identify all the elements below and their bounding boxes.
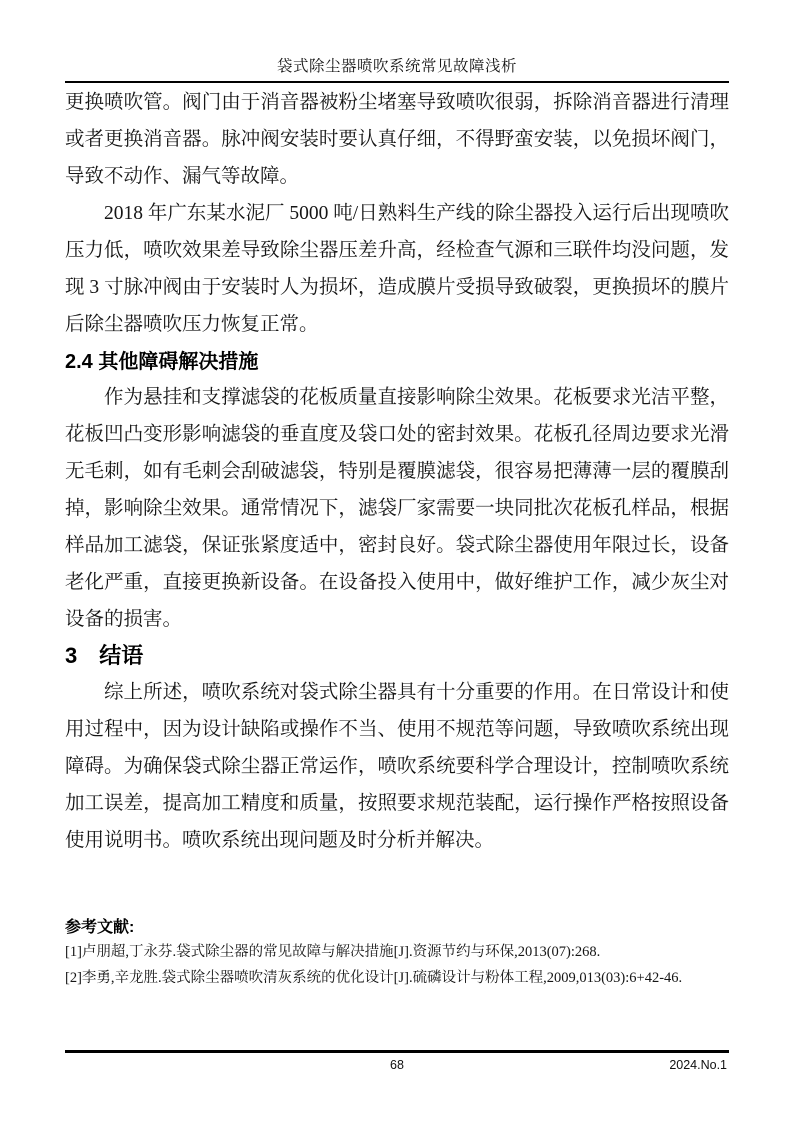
page-content — [65, 84, 729, 991]
paragraph-section-2-4: 作为悬挂和支撑滤袋的花板质量直接影响除尘效果。花板要求光洁平整，花板凹凸变形影响滤袋的垂直度及袋口处的密封效果。花板孔径周边要求光滑无毛刺，如有毛刺会刮破滤袋，特别是覆膜滤袋，很容易把薄薄一层的覆膜刮掉，影响除尘效果。通常情况下，滤袋厂家需要一块同批次花板孔样品，根据样品加工滤袋，保证张紧度适中，密封良好。袋式除尘器使用年限过长，设备老化严重，直接更换新设备。在设备投入使用中，做好维护工作，减少灰尘对设备的损害。 — [65, 387, 729, 630]
section-heading-2-4: 2.4 其他障碍解决措施 — [65, 351, 259, 373]
references-section — [65, 916, 729, 991]
running-head-title: 袋式除尘器喷吹系统常见故障浅析 — [276, 58, 517, 75]
references-heading: 参考文献: — [65, 919, 135, 936]
issue-label: 2024.No.1 — [669, 1058, 727, 1072]
reference-item-1: [1]卢朋超,丁永芬.袋式除尘器的常见故障与解决措施[J].资源节约与环保,2013(07):268. — [65, 944, 601, 960]
running-head — [65, 0, 729, 83]
paragraph-continuation: 更换喷吹管。阀门由于消音器被粉尘堵塞导致喷吹很弱，拆除消音器进行清理或者更换消音器。脉冲阀安装时要认真仔细，不得野蛮安装，以免损坏阀门，导致不动作、漏气等故障。 — [65, 92, 729, 187]
page-number: 68 — [390, 1058, 404, 1072]
footer-row — [65, 1053, 729, 1079]
section-heading-3: 3 结语 — [65, 643, 144, 668]
page-footer — [65, 1050, 729, 1079]
paragraph-case-study: 2018 年广东某水泥厂 5000 吨/日熟料生产线的除尘器投入运行后出现喷吹压力低，喷吹效果差导致除尘器压差升高，经检查气源和三联件均没问题，发现 3 寸脉冲阀由于安装时人为损坏，造成膜片受损导致破裂，更换损坏的膜片后除尘器喷吹压力恢复正常。 — [65, 203, 729, 335]
paragraph-conclusion: 综上所述，喷吹系统对袋式除尘器具有十分重要的作用。在日常设计和使用过程中，因为设计缺陷或操作不当、使用不规范等问题，导致喷吹系统出现障碍。为确保袋式除尘器正常运作，喷吹系统要科学合理设计，控制喷吹系统加工误差，提高加工精度和质量，按照要求规范装配，运行操作严格按照设备使用说明书。喷吹系统出现问题及时分析并解决。 — [65, 682, 729, 851]
reference-item-2: [2]李勇,辛龙胜.袋式除尘器喷吹清灰系统的优化设计[J].硫磷设计与粉体工程,2009,013(03):6+42-46. — [65, 969, 683, 986]
